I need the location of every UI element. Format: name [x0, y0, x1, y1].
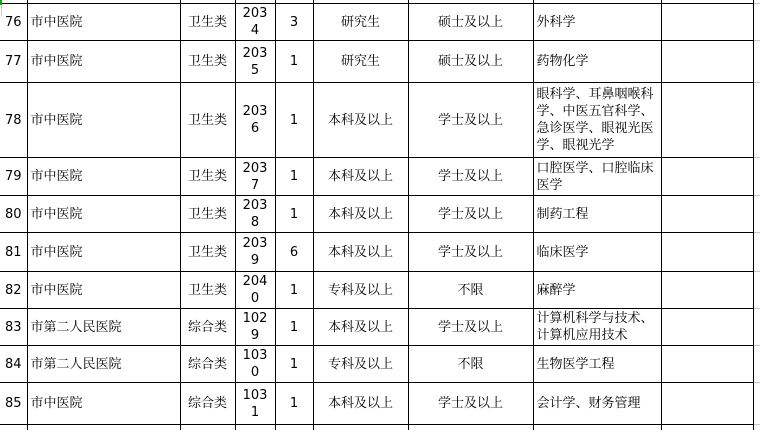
- cell-count[interactable]: 1: [275, 383, 313, 425]
- cell-hospital[interactable]: 市中医院: [27, 272, 180, 309]
- cell-major[interactable]: 制药工程: [533, 196, 661, 233]
- cell-category[interactable]: 综合类: [180, 383, 235, 425]
- cell-count[interactable]: 1: [275, 41, 313, 83]
- partial-cell-major: [533, 425, 661, 431]
- cell-category[interactable]: 卫生类: [180, 196, 235, 233]
- cell-category[interactable]: 卫生类: [180, 4, 235, 41]
- cell-degree[interactable]: 硕士及以上: [408, 41, 533, 83]
- outside-grid-gutter: [753, 41, 760, 83]
- cell-hospital[interactable]: 市中医院: [27, 4, 180, 41]
- cell-code[interactable]: 2035: [235, 41, 275, 83]
- cell-no[interactable]: 78: [0, 83, 27, 158]
- cell-degree[interactable]: 不限: [408, 272, 533, 309]
- selection-green-mark: [0, 0, 2, 5]
- cell-count[interactable]: 3: [275, 4, 313, 41]
- cell-hospital[interactable]: 市中医院: [27, 383, 180, 425]
- cell-no[interactable]: 80: [0, 196, 27, 233]
- cell-degree[interactable]: 学士及以上: [408, 158, 533, 196]
- outside-grid-gutter: [753, 196, 760, 233]
- cell-no[interactable]: 82: [0, 272, 27, 309]
- cell-hospital[interactable]: 市中医院: [27, 158, 180, 196]
- cell-count[interactable]: 1: [275, 346, 313, 383]
- table-row: [0, 83, 760, 158]
- cell-no[interactable]: 79: [0, 158, 27, 196]
- table-row-partial-bottom: [0, 425, 760, 431]
- cell-no[interactable]: 76: [0, 4, 27, 41]
- cell-education[interactable]: 本科及以上: [313, 83, 408, 158]
- cell-code[interactable]: 2038: [235, 196, 275, 233]
- cell-remark[interactable]: [661, 233, 753, 272]
- partial-cell-no: [0, 425, 27, 431]
- cell-category[interactable]: 卫生类: [180, 158, 235, 196]
- table-row: [0, 158, 760, 196]
- cell-hospital[interactable]: 市中医院: [27, 41, 180, 83]
- cell-education[interactable]: 本科及以上: [313, 196, 408, 233]
- cell-code[interactable]: 1029: [235, 309, 275, 346]
- cell-category[interactable]: 综合类: [180, 346, 235, 383]
- partial-cell-count: [275, 425, 313, 431]
- cell-category[interactable]: 卫生类: [180, 233, 235, 272]
- cell-hospital[interactable]: 市中医院: [27, 233, 180, 272]
- partial-cell-education: [313, 425, 408, 431]
- cell-remark[interactable]: [661, 196, 753, 233]
- table-row: [0, 272, 760, 309]
- cell-hospital[interactable]: 市第二人民医院: [27, 346, 180, 383]
- cell-degree[interactable]: 学士及以上: [408, 83, 533, 158]
- cell-category[interactable]: 卫生类: [180, 83, 235, 158]
- partial-cell-remark: [661, 425, 753, 431]
- cell-major[interactable]: 眼科学、耳鼻咽喉科学、中医五官科学、急诊医学、眼视光医学、眼视光学: [533, 83, 661, 158]
- cell-no[interactable]: 77: [0, 41, 27, 83]
- cell-major[interactable]: 外科学: [533, 4, 661, 41]
- cell-remark[interactable]: [661, 346, 753, 383]
- outside-grid-gutter: [753, 83, 760, 158]
- cell-code[interactable]: 2037: [235, 158, 275, 196]
- cell-code[interactable]: 2034: [235, 4, 275, 41]
- cell-no[interactable]: 84: [0, 346, 27, 383]
- cell-code[interactable]: 2040: [235, 272, 275, 309]
- cell-count[interactable]: 6: [275, 233, 313, 272]
- table-row: [0, 233, 760, 272]
- cell-count[interactable]: 1: [275, 272, 313, 309]
- cell-count[interactable]: 1: [275, 309, 313, 346]
- cell-education[interactable]: 研究生: [313, 4, 408, 41]
- partial-cell-category: [180, 425, 235, 431]
- cell-major[interactable]: 麻醉学: [533, 272, 661, 309]
- cell-major[interactable]: 药物化学: [533, 41, 661, 83]
- cell-education[interactable]: 本科及以上: [313, 158, 408, 196]
- cell-education[interactable]: 本科及以上: [313, 383, 408, 425]
- outside-grid-gutter: [753, 4, 760, 41]
- cell-code[interactable]: 1030: [235, 346, 275, 383]
- cell-degree[interactable]: 学士及以上: [408, 233, 533, 272]
- cell-hospital[interactable]: 市中医院: [27, 83, 180, 158]
- cell-education[interactable]: 本科及以上: [313, 233, 408, 272]
- cell-hospital[interactable]: 市中医院: [27, 196, 180, 233]
- cell-major[interactable]: 会计学、财务管理: [533, 383, 661, 425]
- cell-remark[interactable]: [661, 272, 753, 309]
- table-row: [0, 4, 760, 41]
- cell-remark[interactable]: [661, 83, 753, 158]
- cell-remark[interactable]: [661, 383, 753, 425]
- cell-major[interactable]: 临床医学: [533, 233, 661, 272]
- table-row: [0, 346, 760, 383]
- outside-grid-gutter: [753, 233, 760, 272]
- outside-grid-gutter: [753, 158, 760, 196]
- outside-grid-gutter: [753, 272, 760, 309]
- cell-count[interactable]: 1: [275, 158, 313, 196]
- cell-education[interactable]: 专科及以上: [313, 272, 408, 309]
- cell-education[interactable]: 本科及以上: [313, 309, 408, 346]
- cell-remark[interactable]: [661, 158, 753, 196]
- cell-degree[interactable]: 不限: [408, 346, 533, 383]
- cell-category[interactable]: 卫生类: [180, 41, 235, 83]
- partial-cell-code: [235, 425, 275, 431]
- cell-no[interactable]: 81: [0, 233, 27, 272]
- cell-education[interactable]: 专科及以上: [313, 346, 408, 383]
- outside-grid-gutter: [753, 346, 760, 383]
- cell-no[interactable]: 83: [0, 309, 27, 346]
- cell-degree[interactable]: 学士及以上: [408, 196, 533, 233]
- cell-education[interactable]: 研究生: [313, 41, 408, 83]
- table-row: [0, 383, 760, 425]
- left-gridline-stub: [1, 5, 2, 16]
- partial-cell-degree: [408, 425, 533, 431]
- outside-grid-gutter: [753, 425, 760, 431]
- cell-category[interactable]: 卫生类: [180, 272, 235, 309]
- cell-count[interactable]: 1: [275, 83, 313, 158]
- cell-degree[interactable]: 学士及以上: [408, 383, 533, 425]
- cell-degree[interactable]: 硕士及以上: [408, 4, 533, 41]
- cell-code[interactable]: 1031: [235, 383, 275, 425]
- cell-remark[interactable]: [661, 4, 753, 41]
- cell-major[interactable]: 口腔医学、口腔临床医学: [533, 158, 661, 196]
- cell-hospital[interactable]: 市第二人民医院: [27, 309, 180, 346]
- cell-code[interactable]: 2039: [235, 233, 275, 272]
- cell-category[interactable]: 综合类: [180, 309, 235, 346]
- cell-major[interactable]: 生物医学工程: [533, 346, 661, 383]
- cell-count[interactable]: 1: [275, 196, 313, 233]
- cell-remark[interactable]: [661, 41, 753, 83]
- partial-cell-hospital: [27, 425, 180, 431]
- cell-degree[interactable]: 学士及以上: [408, 309, 533, 346]
- cell-major[interactable]: 计算机科学与技术、计算机应用技术: [533, 309, 661, 346]
- table-row: [0, 309, 760, 346]
- table-row: [0, 196, 760, 233]
- cell-no[interactable]: 85: [0, 383, 27, 425]
- cell-remark[interactable]: [661, 309, 753, 346]
- outside-grid-gutter: [753, 383, 760, 425]
- outside-grid-gutter: [753, 309, 760, 346]
- table-row: [0, 41, 760, 83]
- cell-code[interactable]: 2036: [235, 83, 275, 158]
